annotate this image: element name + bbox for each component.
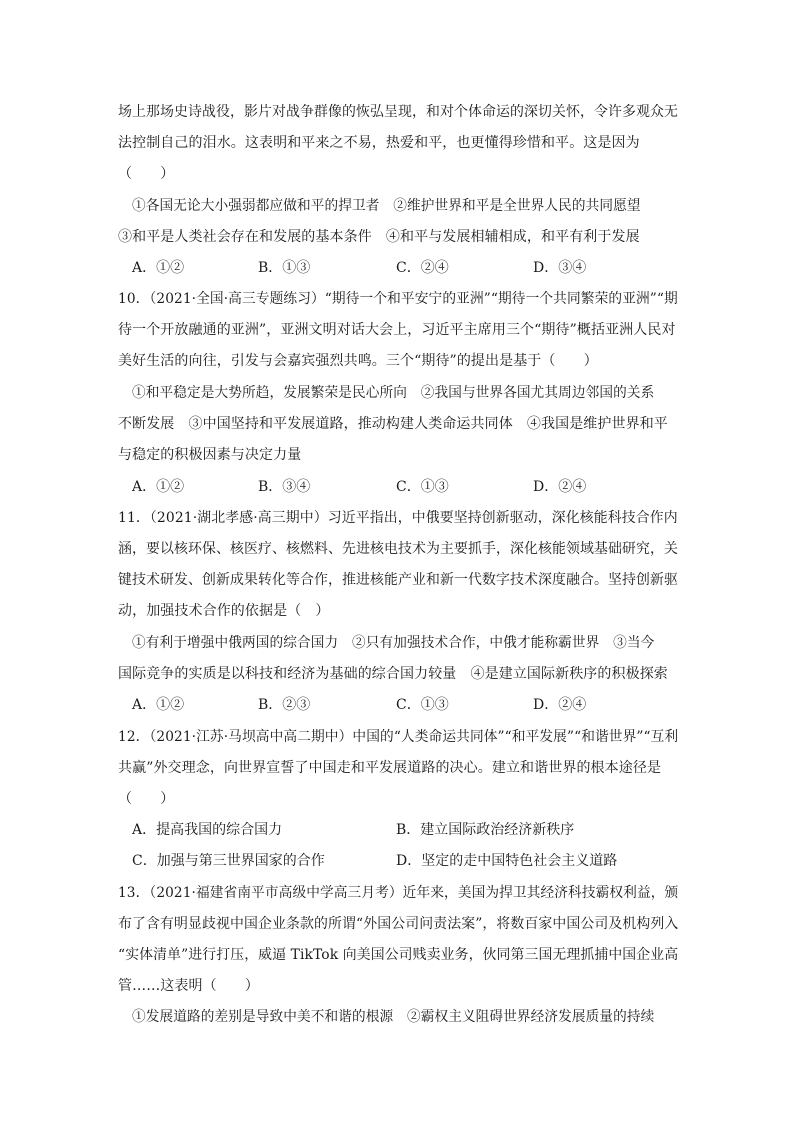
q12-option-b[interactable]: B．建立国际政治经济新秩序: [396, 822, 575, 838]
q12-stem-line: 共赢”外交理念，向世界宣誓了中国走和平发展道路的决心。建立和谐世界的根本途径是: [118, 760, 662, 776]
q10-stem-line: 美好生活的向往，引发与会嘉宾强烈共鸣。三个“期待”的提出是基于（ ）: [118, 353, 598, 369]
q11-option-c[interactable]: C．①③: [396, 697, 449, 713]
q13-stem-line: “实体清单”进行打压，威逼 TikTok 向美国公司贱卖业务，伙同第三国无理抓捕中国企业高: [118, 947, 679, 963]
q10-option-d[interactable]: D．②④: [533, 479, 587, 495]
q11-stem-line: 11．（2021·湖北孝感·高三期中）习近平指出，中俄要坚持创新驱动，深化核能科技合作内: [118, 510, 678, 526]
q11-statement-line: ①有利于增强中俄两国的综合国力 ②只有加强技术合作，中俄才能称霸世界 ③当今: [132, 635, 655, 651]
q10-stem-line: 待一个开放融通的亚洲”，亚洲文明对话大会上，习近平主席用三个“期待”概括亚洲人民对: [118, 322, 676, 338]
q9-stem-line: （ ）: [118, 166, 175, 182]
q11-stem-line: 涵，要以核环保、核医疗、核燃料、先进核电技术为主要抓手，深化核能领域基础研究，关: [118, 541, 678, 557]
q11-stem-line: 键技术研发、创新成果转化等合作，推进核能产业和新一代数字技术深度融合。坚持创新驱: [118, 572, 678, 588]
q11-option-a[interactable]: A．①②: [132, 697, 185, 713]
q11-stem-line: 动，加强技术合作的依据是（ ）: [118, 603, 330, 619]
q11-statement-line: 国际竞争的实质是以科技和经济为基础的综合国力较量 ④是建立国际新秩序的积极探索: [118, 666, 668, 682]
q12-stem-line: （ ）: [118, 791, 175, 807]
q13-statement-line: ①发展道路的差别是导致中美不和谐的根源 ②霸权主义阻碍世界经济发展质量的持续: [132, 1009, 655, 1025]
q10-statement-line: ①和平稳定是大势所趋，发展繁荣是民心所向 ②我国与世界各国尤其周边邻国的关系: [132, 385, 655, 401]
q10-statement-line: 不断发展 ③中国坚持和平发展道路，推动构建人类命运共同体 ④我国是维护世界和平: [118, 416, 668, 432]
q13-stem-line: 布了含有明显歧视中国企业条款的所谓“外国公司问责法案”，将数百家中国公司及机构列入: [118, 916, 679, 932]
q11-option-b[interactable]: B．②③: [258, 697, 311, 713]
q12-option-c[interactable]: C．加强与第三世界国家的合作: [132, 853, 325, 869]
q12-option-a[interactable]: A．提高我国的综合国力: [132, 822, 283, 838]
q9-option-a[interactable]: A．①②: [132, 260, 185, 276]
q12-option-d[interactable]: D．坚定的走中国特色社会主义道路: [396, 853, 618, 869]
q9-option-d[interactable]: D．③④: [533, 260, 587, 276]
q13-stem-line: 管……这表明（ ）: [118, 978, 259, 994]
q10-option-a[interactable]: A．①②: [132, 479, 185, 495]
q9-statement-line: ③和平是人类社会存在和发展的基本条件 ④和平与发展相辅相成，和平有利于发展: [118, 229, 640, 245]
q12-stem-line: 12．（2021·江苏·马坝高中高二期中）中国的“人类命运共同体”“和平发展”“和谐世界”“互利: [118, 729, 679, 745]
q10-option-c[interactable]: C．①③: [396, 479, 449, 495]
q10-option-b[interactable]: B．③④: [258, 479, 311, 495]
q10-stem-line: 10．（2021·全国·高三专题练习）“期待一个和平安宁的亚洲”“期待一个共同繁荣的亚洲”“期: [118, 291, 678, 307]
q11-option-d[interactable]: D．②④: [533, 697, 587, 713]
q9-stem-line: 场上那场史诗战役，影片对战争群像的恢弘呈现，和对个体命运的深切关怀，令许多观众无: [118, 104, 678, 120]
q10-statement-line: 与稳定的积极因素与决定力量: [118, 447, 302, 463]
q9-option-c[interactable]: C．②④: [396, 260, 449, 276]
q9-option-b[interactable]: B．①③: [258, 260, 311, 276]
q9-stem-line: 法控制自己的泪水。这表明和平来之不易，热爱和平，也更懂得珍惜和平。这是因为: [118, 135, 640, 151]
q13-stem-line: 13．（2021·福建省南平市高级中学高三月考）近年来，美国为捍卫其经济科技霸权利益，颁: [118, 885, 679, 901]
q9-statement-line: ①各国无论大小强弱都应做和平的捍卫者 ②维护世界和平是全世界人民的共同愿望: [132, 198, 641, 214]
